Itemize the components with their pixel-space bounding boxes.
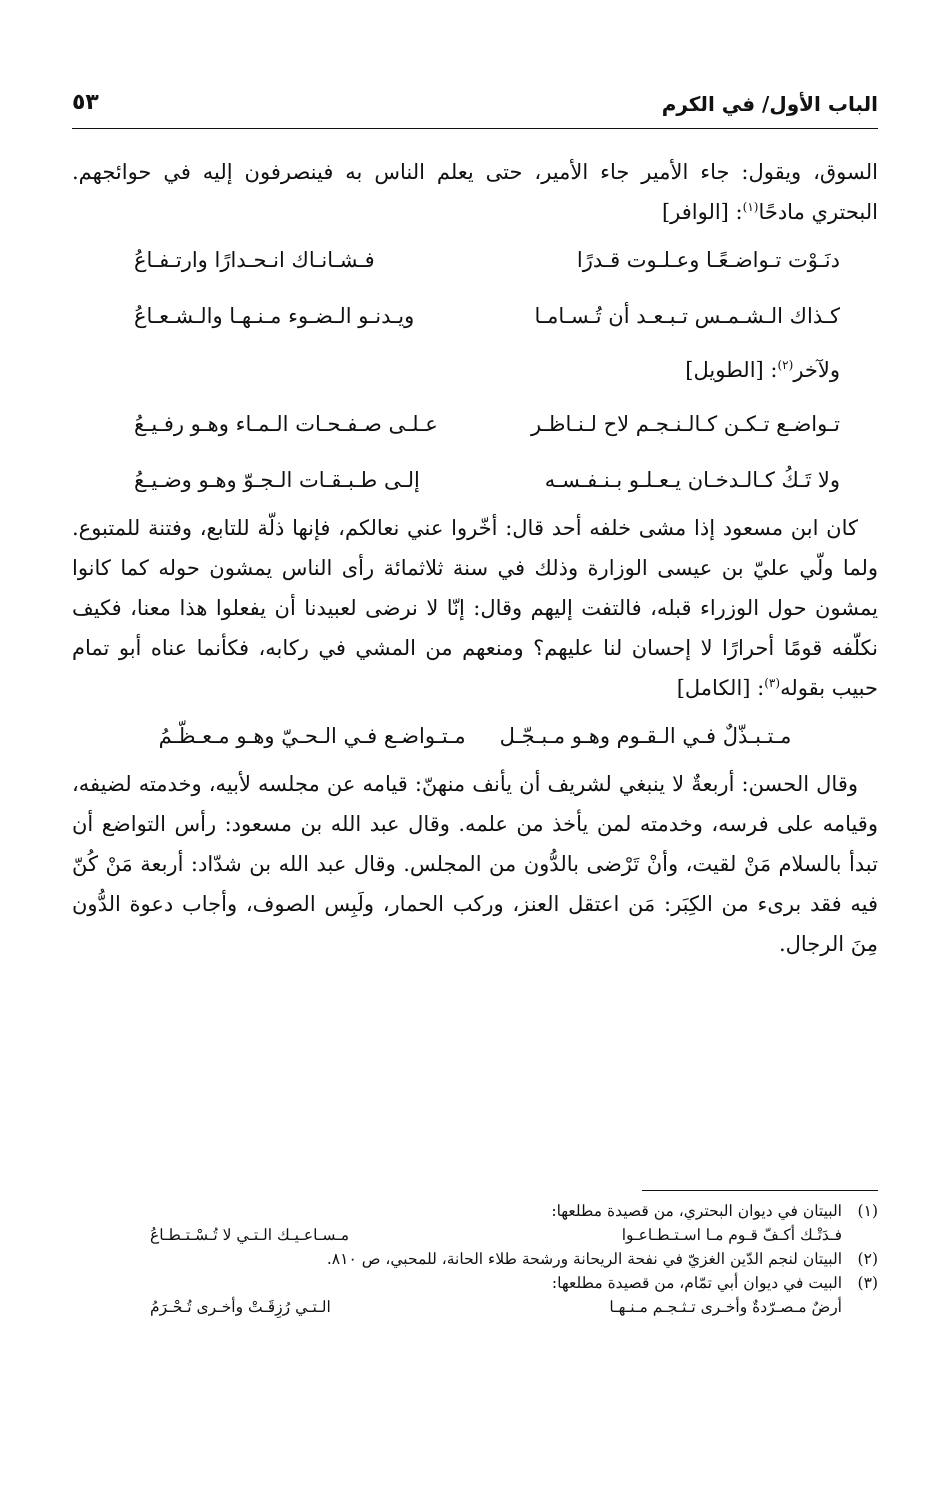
footnote-verse — [72, 1223, 878, 1247]
footnote-number: (٢) — [857, 1250, 878, 1269]
verse-first-hemistich: ولا تَـكُ كـالـدخـان يـعـلـو بـنـفـسـه — [544, 468, 840, 492]
running-head — [72, 84, 878, 129]
meter-label: : [الوافر] — [661, 200, 743, 224]
paragraph-text: السوق، ويقول: جاء الأمير جاء الأمير، حتى يعلم الناس به فينصرفون إليه في حوائجهم. البحتري مادحًا — [72, 160, 878, 224]
footnote-verse — [72, 1295, 878, 1319]
verse-first-hemistich: أرضٌ مـصـرّدةٌ وأخـرى تـثـجـم مـنـهـا — [609, 1298, 842, 1317]
verse-first-hemistich: فـدَتْـك أكـفّ قـوم مـا اسـتـطـاعـوا — [621, 1226, 842, 1245]
verse-first-hemistich: كـذاك الـشـمـس تـبـعـد أن تُـسـامـا — [534, 304, 840, 328]
verse-line — [72, 232, 878, 288]
footnote-number: (٣) — [857, 1274, 878, 1293]
footnote — [72, 1271, 878, 1295]
meter-label: : [الطويل] — [685, 358, 778, 382]
paragraph — [72, 152, 878, 232]
footnote-text: البيتان لنجم الدّين الغزيّ في نفحة الريحانة ورشحة طلاء الحانة، للمحبي، ص ٨١٠. — [326, 1250, 842, 1269]
meter-label: : [الكامل] — [676, 676, 765, 700]
footnote-number: (١) — [857, 1202, 878, 1221]
main-text — [72, 152, 878, 964]
footnote-separator — [642, 1190, 878, 1191]
paragraph — [72, 508, 878, 708]
verse-first-hemistich: مـتـبـذّلٌ فـي الـقـوم وهـو مـبـجّـل — [499, 724, 792, 748]
footnotes — [72, 1190, 878, 1319]
verse-second-hemistich: مـسـاعـيـك الـتـي لا تُـسْـتـطـاعُ — [150, 1226, 350, 1245]
footnote-text: البيتان في ديوان البحتري، من قصيدة مطلعها: — [551, 1202, 842, 1221]
verse-second-hemistich: فـشـانـاك انـحـدارًا وارتـفـاعُ — [134, 248, 375, 272]
footnote — [72, 1199, 878, 1223]
footnote-ref: (٣) — [764, 676, 781, 690]
paragraph: وقال الحسن: أربعةٌ لا ينبغي لشريف أن يأنف منهنّ: قيامه عن مجلسه لأبيه، وخدمته لضيفه، وقيامه على فرسه، وخدمته لمن يأخذ من علمه. وقال عبد الله بن مسعود: رأس التواضع أن تبدأ بالسلام مَنْ لقيت، وأنْ تَرْضى بالدُّون من المجلس. وقال عبد الله بن شدّاد: أربعة مَنْ كُنّ فيه فقد برىء من الكِبَر: مَن اعتقل العنز، وركب الحمار، ولَبِس الصوف، وأجاب دعوة الدُّون مِنَ الرجال. — [72, 772, 878, 956]
verse-second-hemistich: عـلـى صـفـحـات الـمـاء وهـو رفـيـعُ — [134, 412, 438, 436]
footnote-text: البيت في ديوان أبي تمّام، من قصيدة مطلعها: — [551, 1274, 842, 1293]
verse-first-hemistich: تـواضـع تـكـن كـالـنـجـم لاح لـنـاظـر — [531, 412, 840, 436]
verse-second-hemistich: الـتـي رُزِقَـتْ وأخـرى تُـحْـرَمُ — [150, 1298, 331, 1317]
verse-first-hemistich: دنَـوْت تـواضـعًـا وعـلـوت قـدرًا — [576, 248, 840, 272]
paragraph-text: كان ابن مسعود إذا مشى خلفه أحد قال: أخّروا عني نعالكم، فإنها ذلّة للتابع، وفتنة للمتبوع. ولما ولّي عليّ بن عيسى الوزارة وذلك في سنة ثلاثمائة رأى الناس يمشون حوله كما كانوا يمشون حول الوزراء قبله، فالتفت إليهم وقال: إنّا لا نرضى لعبيدنا أن يفعلوا هذا معنا، فكيف نكلّفه قومًا أحرارًا لا إحسان لنا عليهم؟ ومنعهم من المشي في ركابه، فكأنما عناه أبو تمام حبيب بقوله — [72, 516, 878, 700]
verse-line — [72, 452, 878, 508]
footnote-ref: (٢) — [777, 358, 794, 372]
verse-intro — [72, 344, 878, 396]
verse-line — [72, 396, 878, 452]
verse-line — [72, 288, 878, 344]
footnote — [72, 1247, 878, 1271]
verse-second-hemistich: إلـى طـبـقـات الـجـوّ وهـو وضـيـعُ — [134, 468, 420, 492]
chapter-title: الباب الأول/ في الكرم — [661, 92, 878, 116]
page-number: ٥٣ — [72, 90, 99, 115]
footnote-ref: (١) — [742, 200, 759, 214]
verse-intro-text: ولآخر — [793, 358, 840, 382]
verse-second-hemistich: مـتـواضـع فـي الـحـيّ وهـو مـعـظّـمُ — [158, 724, 466, 748]
verse-second-hemistich: ويـدنـو الـضـوء مـنـهـا والـشـعـاعُ — [134, 304, 415, 328]
verse-line — [72, 708, 878, 764]
